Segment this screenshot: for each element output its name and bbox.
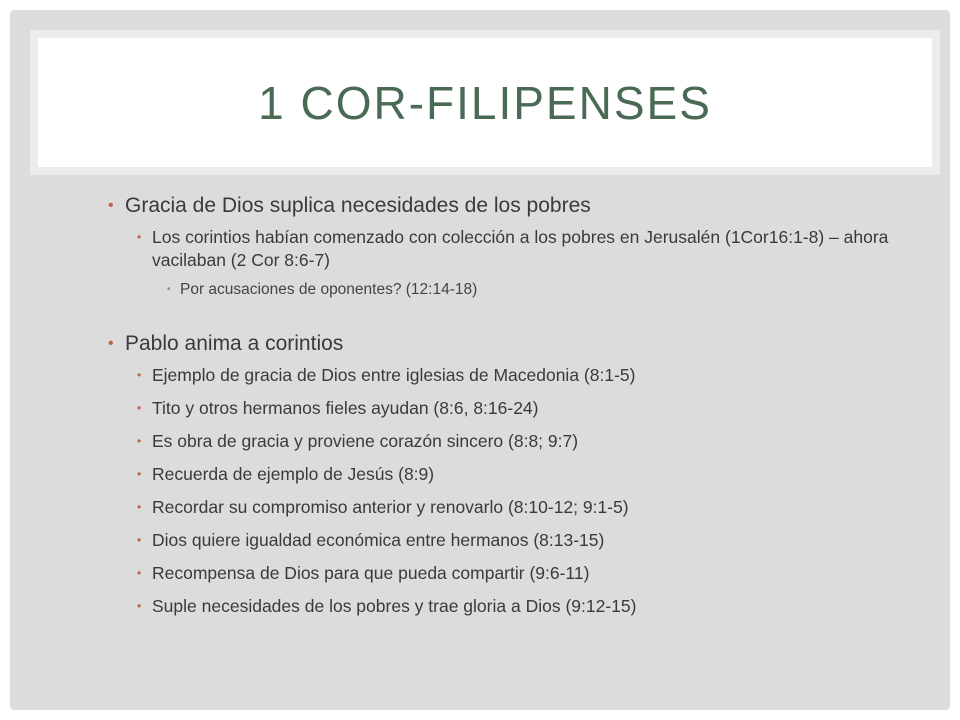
bullet-icon: • [137, 467, 142, 481]
bullet-icon: • [137, 533, 142, 547]
bullet-level2 [105, 595, 895, 618]
bullet-level1 [105, 331, 895, 357]
bullet-text: Pablo anima a corintios [125, 332, 344, 355]
bullet-text: Ejemplo de gracia de Dios entre iglesias de Macedonia (8:1-5) [152, 365, 636, 385]
bullet-text: Por acusaciones de oponentes? (12:14-18) [180, 281, 478, 298]
bullet-icon: • [137, 230, 142, 244]
bullet-level2 [105, 364, 895, 387]
title-box [30, 30, 940, 175]
bullet-icon: • [108, 335, 114, 352]
bullet-icon: • [108, 197, 114, 214]
bullet-icon: • [167, 284, 171, 295]
bullet-text: Los corintios habían comenzado con colección a los pobres en Jerusalén (1Cor16:1-8) – ahora vacilaban (2 Cor 8:6-7) [152, 227, 889, 270]
bullet-icon: • [137, 434, 142, 448]
slide [10, 10, 950, 710]
bullet-level3 [105, 280, 895, 300]
bullet-icon: • [137, 401, 142, 415]
bullet-icon: • [137, 500, 142, 514]
bullet-level2 [105, 463, 895, 486]
bullet-icon: • [137, 368, 142, 382]
bullet-text: Recuerda de ejemplo de Jesús (8:9) [152, 464, 435, 484]
bullet-text: Recordar su compromiso anterior y renovarlo (8:10-12; 9:1-5) [152, 497, 629, 517]
bullet-level2 [105, 226, 895, 272]
bullet-level2 [105, 529, 895, 552]
bullet-icon: • [137, 566, 142, 580]
bullet-text: Tito y otros hermanos fieles ayudan (8:6, 8:16-24) [152, 398, 539, 418]
bullet-text: Recompensa de Dios para que pueda compartir (9:6-11) [152, 563, 590, 583]
bullet-level2 [105, 430, 895, 453]
bullet-text: Es obra de gracia y proviene corazón sincero (8:8; 9:7) [152, 431, 579, 451]
slide-content [105, 193, 895, 618]
bullet-text: Suple necesidades de los pobres y trae gloria a Dios (9:12-15) [152, 596, 637, 616]
bullet-text: Dios quiere igualdad económica entre hermanos (8:13-15) [152, 530, 605, 550]
bullet-level1 [105, 193, 895, 219]
bullet-icon: • [137, 599, 142, 613]
bullet-level2 [105, 397, 895, 420]
bullet-text: Gracia de Dios suplica necesidades de los pobres [125, 194, 591, 217]
bullet-level2 [105, 496, 895, 519]
section-spacer [105, 300, 895, 331]
bullet-level2 [105, 562, 895, 585]
slide-title: 1 COR-FILIPENSES [258, 76, 712, 129]
